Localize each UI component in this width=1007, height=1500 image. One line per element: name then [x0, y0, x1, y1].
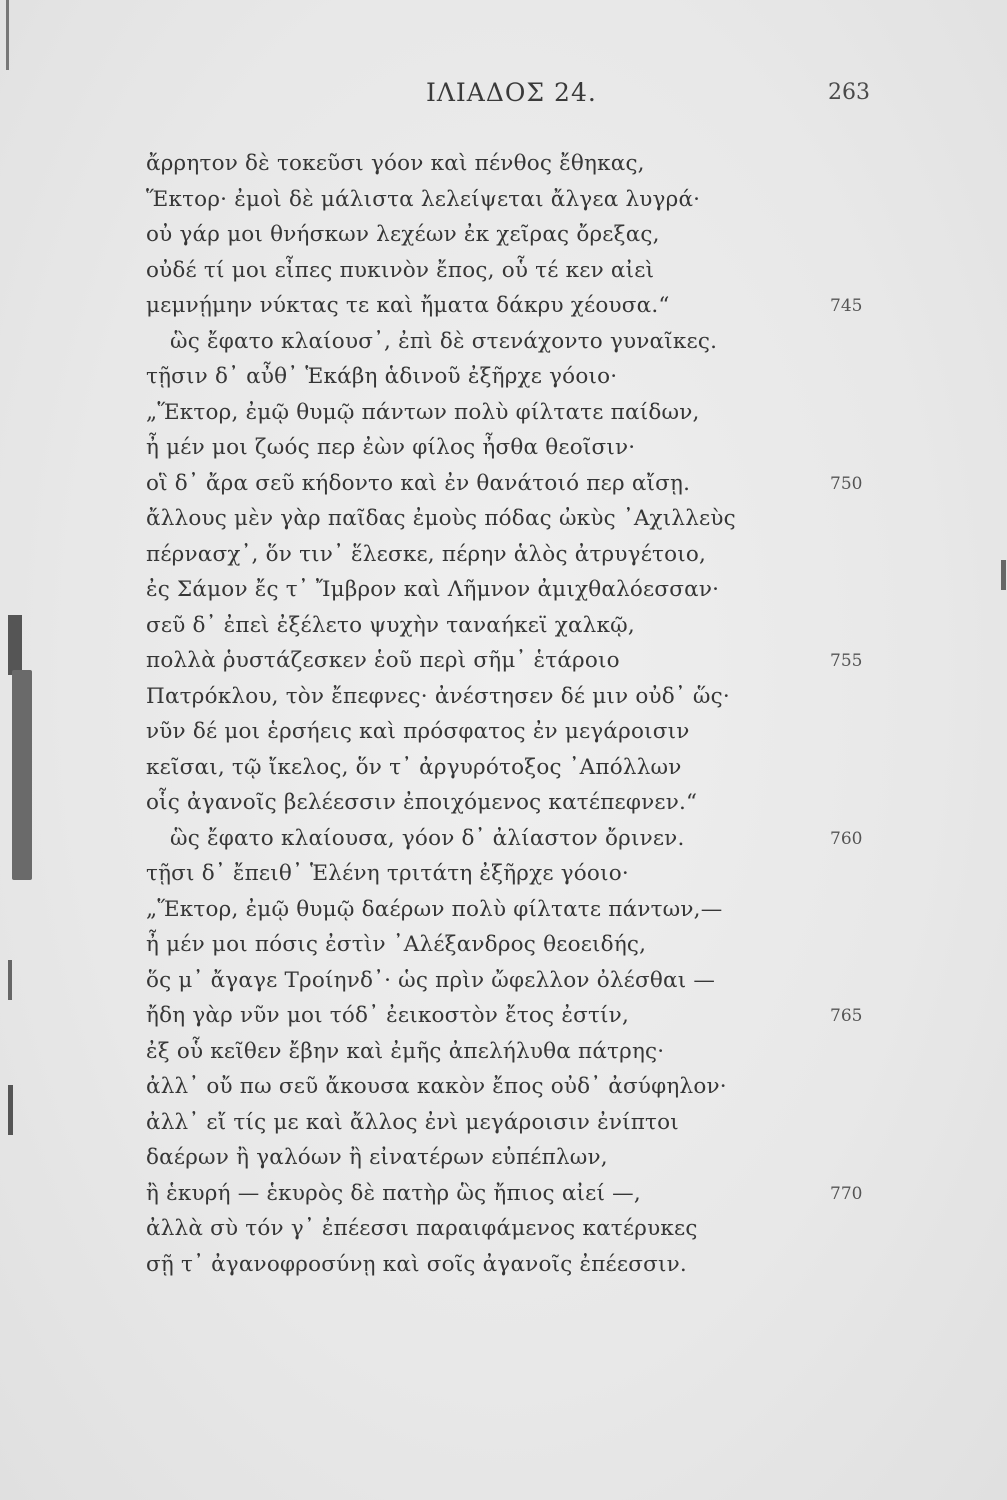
page-edge-mark [8, 960, 12, 1000]
page-edge-mark [8, 615, 22, 675]
verse-line: „Ἕκτορ, ἐμῷ θυμῷ πάντων πολὺ φίλτατε παίδων, [146, 399, 700, 425]
verse-line: οὐ γάρ μοι θνήσκων λεχέων ἐκ χεῖρας ὄρεξας, [146, 222, 660, 247]
page-edge-mark [6, 0, 9, 70]
line-number: 770 [830, 1183, 863, 1204]
line-number: 760 [830, 828, 863, 849]
running-head [0, 78, 1007, 118]
verse-line: ἄλλους μὲν γὰρ παῖδας ἐμοὺς πόδας ὠκὺς ᾿Αχιλλεὺς [146, 506, 736, 531]
verse-line: κεῖσαι, τῷ ἴκελος, ὅν τ᾽ ἀργυρότοξος ᾿Απόλλων [146, 754, 682, 780]
verse-block [146, 146, 846, 1282]
verse-line: μεμνῄμην νύκτας τε καὶ ἤματα δάκρυ χέουσα.“ [146, 293, 670, 318]
verse-line: τῇσιν δ᾽ αὖθ᾽ Ἑκάβη ἁδινοῦ ἐξῆρχε γόοιο· [146, 364, 618, 389]
line-number: 765 [830, 1006, 863, 1026]
verse-line: Πατρόκλου, τὸν ἔπεφνες· ἀνέστησεν δέ μιν οὐδ᾽ ὥς· [146, 683, 730, 709]
line-number: 755 [830, 651, 863, 671]
verse-line: Ἕκτορ· ἐμοὶ δὲ μάλιστα λελείψεται ἄλγεα λυγρά· [146, 186, 701, 212]
verse-line: σεῦ δ᾽ ἐπεὶ ἐξέλετο ψυχὴν ταναήκεϊ χαλκῷ, [146, 612, 635, 638]
page-edge-mark [1001, 560, 1006, 590]
running-title: ΙΛΙΑΔΟΣ 24. [426, 78, 597, 107]
verse-line: οἷς ἀγανοῖς βελέεσσιν ἐποιχόμενος κατέπεφνεν.“ [146, 790, 698, 815]
verse-line: ὣς ἔφατο κλαίουσα, γόον δ᾽ ἀλίαστον ὄρινεν. [170, 825, 685, 851]
verse-line: „Ἕκτορ, ἐμῷ θυμῷ δαέρων πολὺ φίλτατε πάντων,— [146, 896, 723, 922]
page-edge-mark [8, 1085, 13, 1135]
verse-line: ἀλλ᾽ οὔ πω σεῦ ἄκουσα κακὸν ἔπος οὐδ᾽ ἀσύφηλον· [146, 1074, 727, 1099]
verse-line: ἐς Σάμον ἔς τ᾽ Ἴμβρον καὶ Λῆμνον ἀμιχθαλόεσσαν· [146, 577, 720, 602]
verse-line: ἐξ οὗ κεῖθεν ἔβην καὶ ἐμῆς ἀπελήλυθα πάτρης· [146, 1038, 665, 1064]
verse-line: ἦ μέν μοι ζωός περ ἐὼν φίλος ἦσθα θεοῖσιν· [146, 435, 636, 460]
line-number: 750 [830, 473, 863, 494]
verse-line: ὣς ἔφατο κλαίουσ᾽, ἐπὶ δὲ στενάχοντο γυναῖκες. [170, 328, 718, 354]
verse-line: οἳ δ᾽ ἄρα σεῦ κήδοντο καὶ ἐν θανάτοιό περ αἴσῃ. [146, 470, 691, 496]
verse-line: ἤδη γὰρ νῦν μοι τόδ᾽ ἐεικοστὸν ἔτος ἐστίν, [146, 1003, 629, 1028]
verse-line: οὐδέ τί μοι εἶπες πυκινὸν ἔπος, οὗ τέ κεν αἰεὶ [146, 257, 655, 283]
verse-line: ὅς μ᾽ ἄγαγε Τροίηνδ᾽· ὡς πρὶν ὤφελλον ὀλέσθαι — [146, 967, 716, 993]
verse-line: πολλὰ ῥυστάζεσκεν ἑοῦ περὶ σῆμ᾽ ἑτάροιο [146, 648, 620, 673]
verse-line: νῦν δέ μοι ἑρσήεις καὶ πρόσφατος ἐν μεγάροισιν [146, 719, 690, 744]
verse-line: ἄρρητον δὲ τοκεῦσι γόον καὶ πένθος ἔθηκας, [146, 151, 645, 176]
verse-line: ἀλλ᾽ εἴ τίς με καὶ ἄλλος ἐνὶ μεγάροισιν ἐνίπτοι [146, 1109, 679, 1135]
verse-line: ἢ ἑκυρή — ἑκυρὸς δὲ πατὴρ ὣς ἤπιος αἰεί —, [146, 1180, 641, 1206]
verse-line: δαέρων ἢ γαλόων ἢ εἰνατέρων εὐπέπλων, [146, 1145, 608, 1170]
page-edge-tear [12, 670, 32, 880]
verse-line: πέρνασχ᾽, ὅν τιν᾽ ἕλεσκε, πέρην ἁλὸς ἀτρυγέτοιο, [146, 541, 707, 567]
verse-line: τῇσι δ᾽ ἔπειθ᾽ Ἑλένη τριτάτη ἐξῆρχε γόοιο· [146, 861, 629, 886]
verse-line: ἦ μέν μοι πόσις ἐστὶν ᾿Αλέξανδρος θεοειδής, [146, 932, 647, 957]
line-number: 745 [830, 296, 863, 316]
verse-line: ἀλλὰ σὺ τόν γ᾽ ἐπέεσσι παραιφάμενος κατέρυκες [146, 1216, 698, 1241]
page-number: 263 [828, 80, 870, 105]
verse-line: σῇ τ᾽ ἀγανοφροσύνῃ καὶ σοῖς ἀγανοῖς ἐπέεσσιν. [146, 1251, 687, 1277]
